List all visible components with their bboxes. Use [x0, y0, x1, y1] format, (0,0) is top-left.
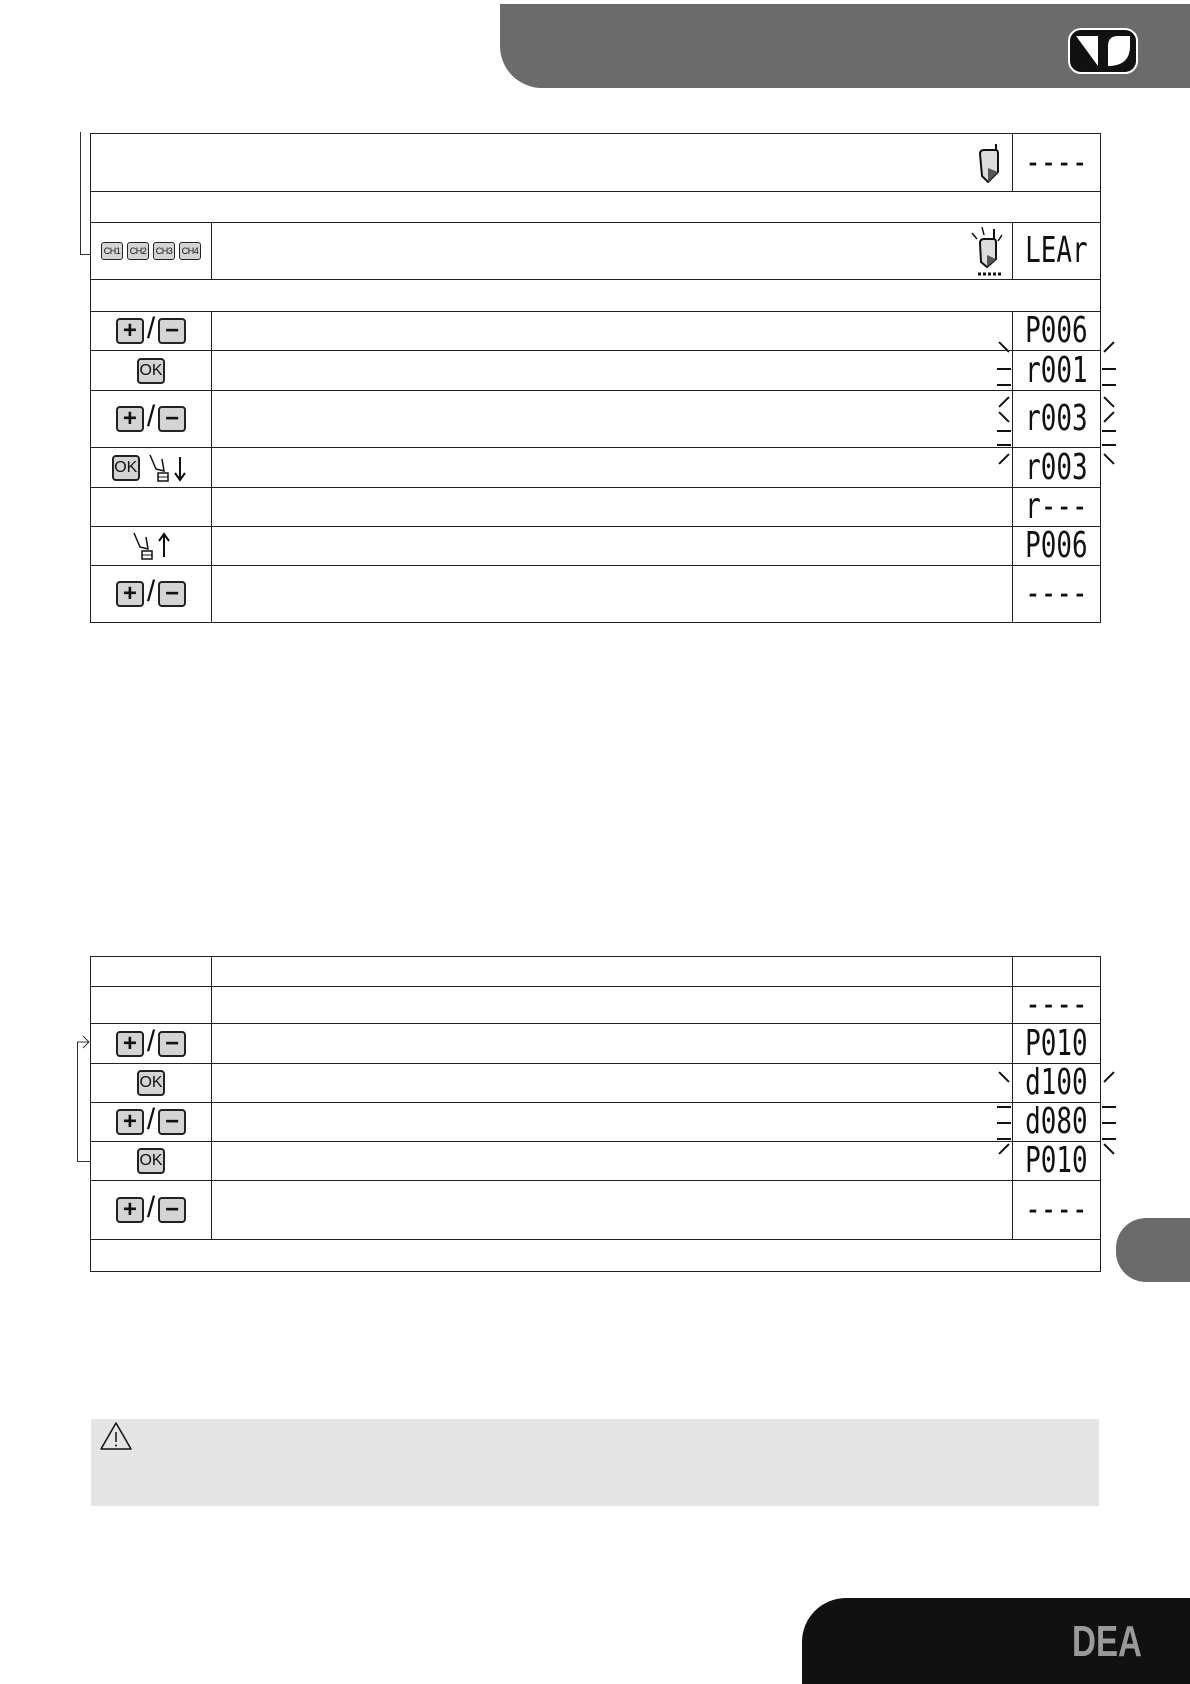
plus-key: + — [116, 1031, 144, 1057]
ok-key: OK — [137, 1148, 165, 1174]
display-cell — [1013, 1142, 1101, 1181]
display-cell — [1013, 1103, 1101, 1142]
display-cell — [1013, 1064, 1101, 1103]
table-row — [91, 192, 1101, 223]
display-value: d080 — [1025, 1101, 1088, 1142]
warning-box — [91, 1419, 1099, 1506]
table-row — [91, 223, 1101, 280]
table-row — [91, 987, 1101, 1024]
minus-key: − — [158, 581, 186, 607]
plus-minus-keys — [91, 312, 212, 351]
note-cell — [91, 1240, 1101, 1272]
minus-key: − — [158, 1031, 186, 1057]
display-value: r003 — [1025, 398, 1088, 439]
desc-cell — [212, 987, 1013, 1024]
warning-triangle-icon — [99, 1421, 133, 1451]
display-cell — [1013, 984, 1101, 1025]
display-value: r003 — [1025, 446, 1088, 488]
transmitter-icon — [974, 142, 1004, 186]
learn-procedure-table — [90, 133, 1101, 623]
desc-cell — [212, 488, 1013, 527]
slash: / — [146, 1024, 156, 1058]
ok-key: OK — [112, 455, 140, 481]
dea-logo — [1070, 1612, 1148, 1666]
side-tab — [1116, 1218, 1190, 1282]
table-row — [91, 134, 1101, 192]
minus-key: − — [158, 318, 186, 344]
desc-cell — [212, 448, 1013, 488]
transmitter-release-cell — [91, 527, 212, 566]
display-cell — [1013, 312, 1101, 351]
display-value: r001 — [1025, 349, 1088, 391]
loop-bracket — [77, 1161, 90, 1162]
display-value: LEAr — [1025, 230, 1088, 271]
channel-keys — [91, 223, 212, 280]
table-row — [91, 1142, 1101, 1181]
loop-bracket — [77, 1042, 78, 1161]
slash: / — [146, 1191, 156, 1224]
plus-key: + — [116, 1197, 144, 1223]
display-value: ---- — [1025, 141, 1088, 183]
ok-transmitter-keys — [91, 448, 212, 488]
empty-key-cell — [91, 987, 212, 1024]
ch1-key: CH1 — [101, 242, 123, 260]
minus-key: − — [158, 1197, 186, 1223]
slash: / — [146, 575, 156, 608]
plus-minus-keys — [91, 1024, 212, 1064]
table-row — [91, 957, 1101, 987]
plus-minus-keys — [91, 566, 212, 623]
ch3-key: CH3 — [153, 242, 175, 260]
display-value: P006 — [1025, 310, 1088, 351]
loop-arrow-icon — [77, 1034, 91, 1050]
table-row — [91, 566, 1101, 623]
display-cell — [1013, 351, 1101, 391]
desc-cell — [212, 1103, 1013, 1142]
table-row — [91, 1240, 1101, 1272]
ok-key: OK — [137, 358, 165, 384]
plus-minus-keys — [91, 1181, 212, 1240]
table-row — [91, 527, 1101, 566]
desc-cell — [212, 527, 1013, 566]
brand-text: DEA — [1072, 1617, 1142, 1666]
table-row — [91, 1103, 1101, 1142]
connector-line — [80, 254, 90, 255]
ok-key-cell — [91, 351, 212, 391]
ok-key-cell — [91, 1142, 212, 1181]
note-cell — [91, 280, 1101, 312]
display-value: P006 — [1025, 525, 1088, 566]
table-row — [91, 1181, 1101, 1240]
table-row — [91, 391, 1101, 448]
display-cell — [1013, 488, 1101, 527]
display-cell — [1013, 391, 1101, 448]
empty-key-cell — [91, 488, 212, 527]
desc-cell — [212, 223, 1013, 280]
display-cell — [1013, 134, 1101, 192]
slash: / — [146, 312, 156, 345]
display-cell — [1013, 223, 1101, 280]
minus-key: − — [158, 406, 186, 432]
display-value: ---- — [1025, 984, 1088, 1025]
desc-cell — [212, 312, 1013, 351]
desc-cell — [212, 566, 1013, 623]
display-cell — [1013, 1181, 1101, 1240]
dea-emblem-icon — [1068, 28, 1138, 74]
ch4-key: CH4 — [179, 242, 201, 260]
display-cell — [1013, 527, 1101, 566]
connector-line — [80, 132, 81, 255]
table-row — [91, 312, 1101, 351]
display-value: ---- — [1025, 573, 1088, 614]
plus-minus-keys — [91, 391, 212, 448]
header-band — [500, 4, 1190, 88]
desc-cell — [212, 1142, 1013, 1181]
plus-key: + — [116, 1109, 144, 1135]
display-value: ---- — [1025, 1189, 1088, 1230]
display-cell — [1013, 566, 1101, 623]
minus-key: − — [158, 1109, 186, 1135]
plus-minus-keys — [91, 1103, 212, 1142]
display-cell — [1013, 957, 1101, 987]
desc-cell — [212, 957, 1013, 987]
transmitter-button-press-down-icon — [144, 451, 190, 485]
empty-key-cell — [91, 957, 212, 987]
desc-cell — [212, 1064, 1013, 1103]
desc-cell — [212, 391, 1013, 448]
table-row — [91, 488, 1101, 527]
ch2-key: CH2 — [127, 242, 149, 260]
display-value: P010 — [1025, 1022, 1088, 1064]
note-cell — [91, 192, 1101, 223]
plus-key: + — [116, 406, 144, 432]
desc-cell — [212, 1024, 1013, 1064]
desc-cell — [91, 134, 1013, 192]
transmitter-learn-icon — [966, 225, 1010, 277]
desc-cell — [212, 1181, 1013, 1240]
display-cell — [1013, 448, 1101, 488]
parameter-procedure-table — [90, 956, 1101, 1272]
footer-band — [802, 1598, 1190, 1684]
display-value: d100 — [1025, 1062, 1088, 1103]
plus-key: + — [116, 581, 144, 607]
display-value: r--- — [1025, 486, 1088, 527]
table-row — [91, 280, 1101, 312]
ok-key-cell — [91, 1064, 212, 1103]
plus-key: + — [116, 318, 144, 344]
transmitter-button-release-up-icon — [128, 529, 174, 563]
display-value: P010 — [1025, 1140, 1088, 1181]
table-row — [91, 448, 1101, 488]
table-row — [91, 1064, 1101, 1103]
table-row — [91, 1024, 1101, 1064]
desc-cell — [212, 351, 1013, 391]
ok-key: OK — [137, 1070, 165, 1096]
display-cell — [1013, 1024, 1101, 1064]
slash: / — [146, 1103, 156, 1136]
table-row — [91, 351, 1101, 391]
slash: / — [146, 400, 156, 433]
